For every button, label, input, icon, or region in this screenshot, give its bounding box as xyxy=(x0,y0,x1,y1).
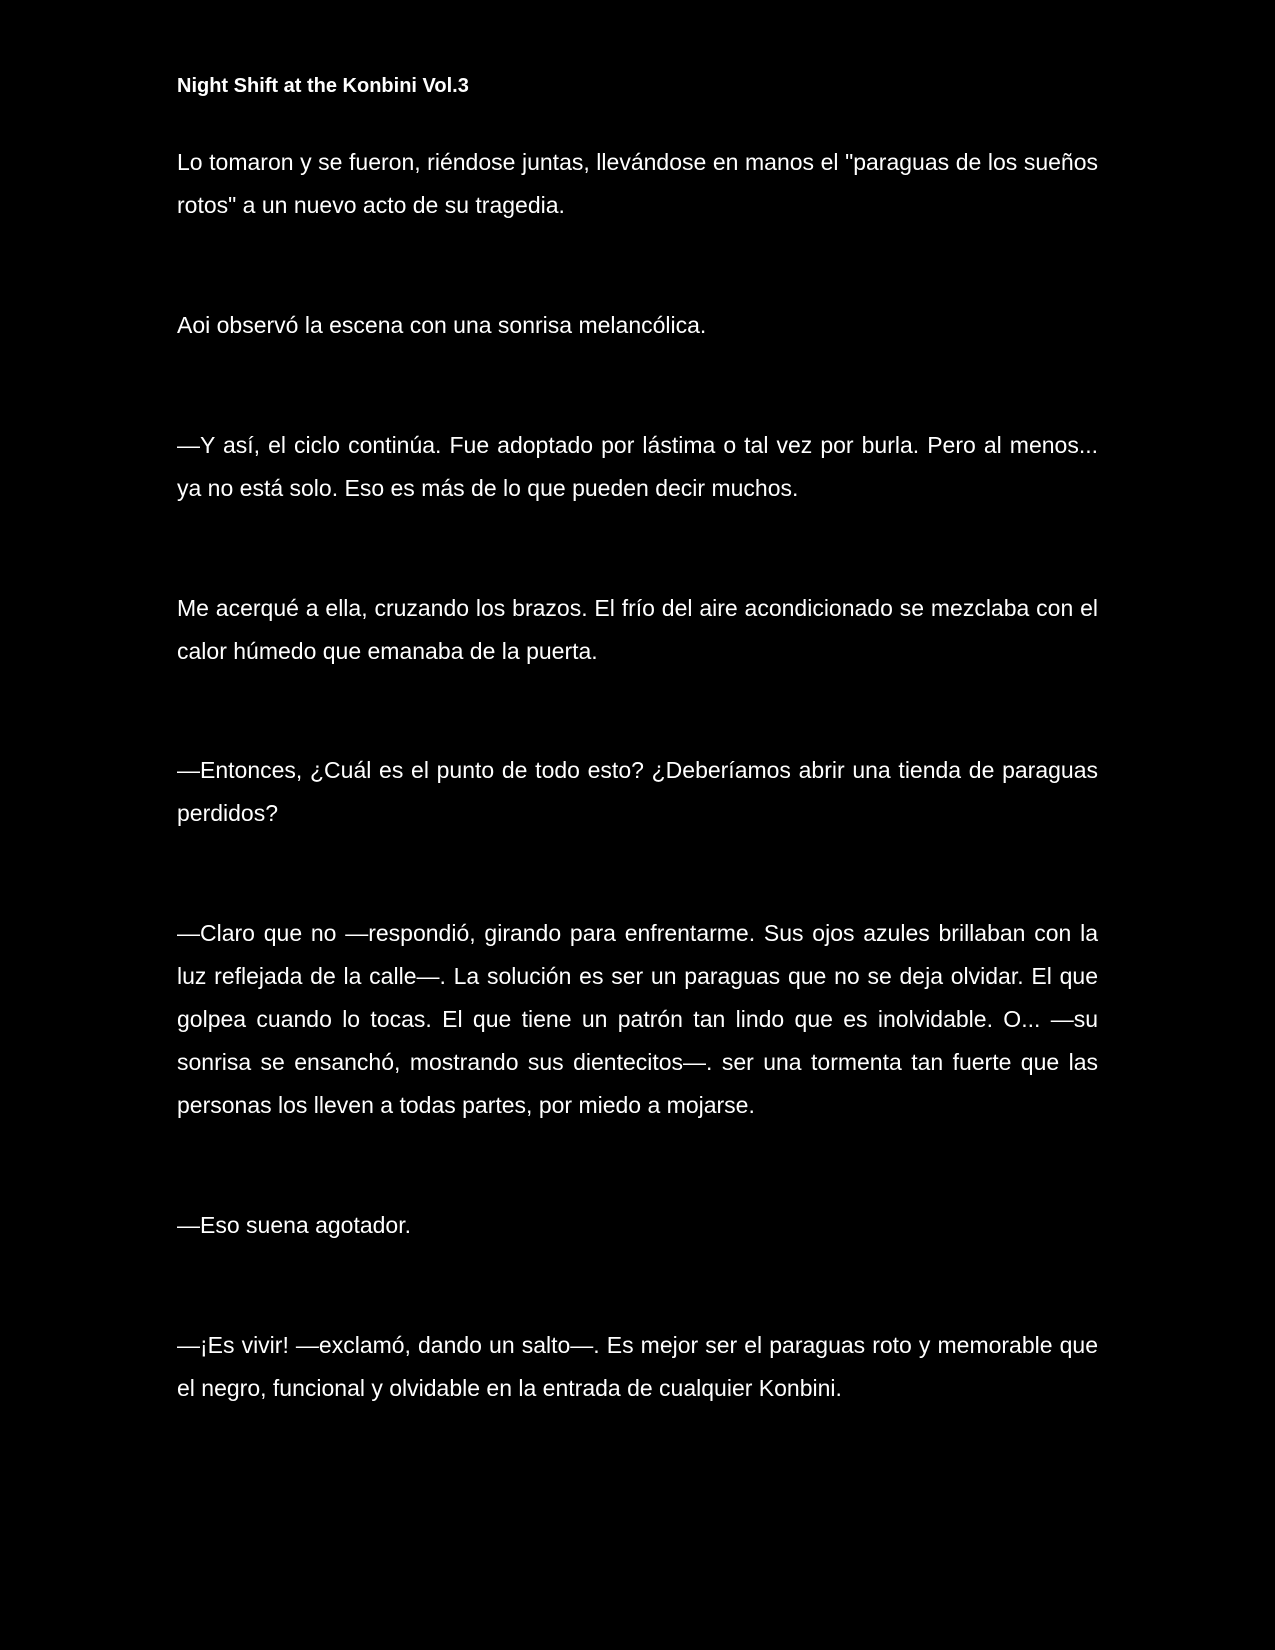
paragraph-5: —Entonces, ¿Cuál es el punto de todo esto? ¿Deberíamos abrir una tienda de paraguas perdidos? xyxy=(177,757,1098,826)
paragraph-1: Lo tomaron y se fueron, riéndose juntas, llevándose en manos el "paraguas de los sueños rotos" a un nuevo acto de su tragedia. xyxy=(177,149,1098,218)
paragraph-3: —Y así, el ciclo continúa. Fue adoptado por lástima o tal vez por burla. Pero al menos... ya no está solo. Eso es más de lo que pueden decir muchos. xyxy=(177,432,1098,501)
paragraph-6: —Claro que no —respondió, girando para enfrentarme. Sus ojos azules brillaban con la luz reflejada de la calle—. La solución es ser un paraguas que no se deja olvidar. El que golpea cuando lo tocas. El que tiene un patrón tan lindo que es inolvidable. O... —su sonrisa se ensanchó, mostrando sus dientecitos—. ser una tormenta tan fuerte que las personas los lleven a todas partes, por miedo a mojarse. xyxy=(177,920,1098,1118)
running-header: Night Shift at the Konbini Vol.3 xyxy=(177,75,469,97)
paragraph-4: Me acerqué a ella, cruzando los brazos. El frío del aire acondicionado se mezclaba con el calor húmedo que emanaba de la puerta. xyxy=(177,595,1098,664)
paragraph-7: —Eso suena agotador. xyxy=(177,1212,411,1238)
paragraph-2: Aoi observó la escena con una sonrisa melancólica. xyxy=(177,312,707,338)
paragraph-8: —¡Es vivir! —exclamó, dando un salto—. Es mejor ser el paraguas roto y memorable que el negro, funcional y olvidable en la entrada de cualquier Konbini. xyxy=(177,1332,1098,1401)
